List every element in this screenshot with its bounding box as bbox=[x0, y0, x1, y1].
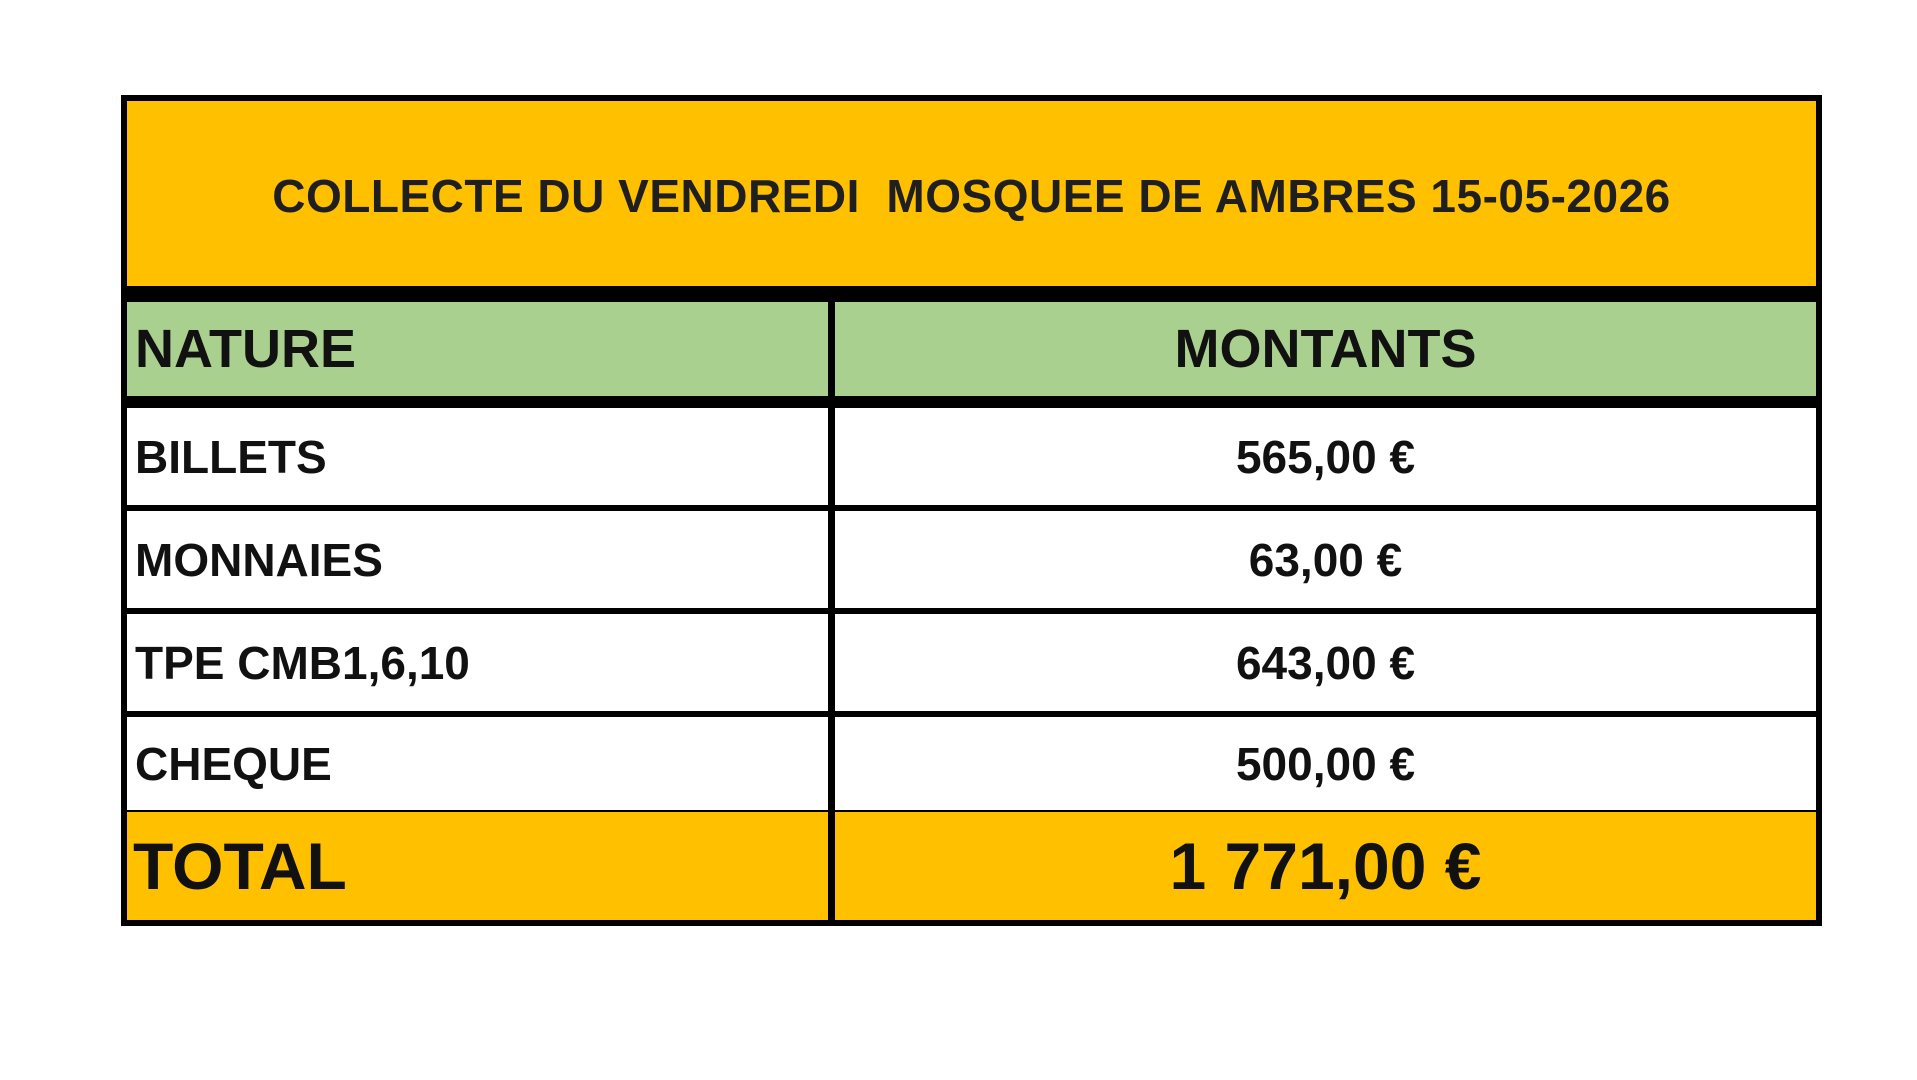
table-row bbox=[127, 614, 1816, 714]
header-row bbox=[127, 302, 1816, 402]
amount-cell: 63,00 € bbox=[1248, 533, 1403, 586]
amount-cell: 500,00 € bbox=[1235, 737, 1416, 790]
table-row bbox=[127, 511, 1816, 611]
nature-cell: MONNAIES bbox=[127, 511, 835, 608]
collection-table bbox=[121, 95, 1822, 926]
nature-cell: BILLETS bbox=[127, 408, 835, 505]
table-row bbox=[127, 408, 1816, 508]
nature-cell: TPE CMB1,6,10 bbox=[127, 614, 835, 711]
amount-cell: 643,00 € bbox=[1235, 636, 1416, 689]
total-label: TOTAL bbox=[127, 812, 835, 920]
header-nature: NATURE bbox=[127, 302, 835, 396]
title-banner bbox=[127, 101, 1816, 294]
total-row bbox=[127, 812, 1816, 920]
nature-cell: CHEQUE bbox=[127, 717, 835, 810]
table-row bbox=[127, 717, 1816, 817]
header-montants: MONTANTS bbox=[1174, 319, 1477, 379]
table-title: COLLECTE DU VENDREDI MOSQUEE DE AMBRES 15-05-2026 bbox=[272, 169, 1671, 222]
total-value: 1 771,00 € bbox=[1169, 829, 1482, 903]
amount-cell: 565,00 € bbox=[1235, 430, 1416, 483]
